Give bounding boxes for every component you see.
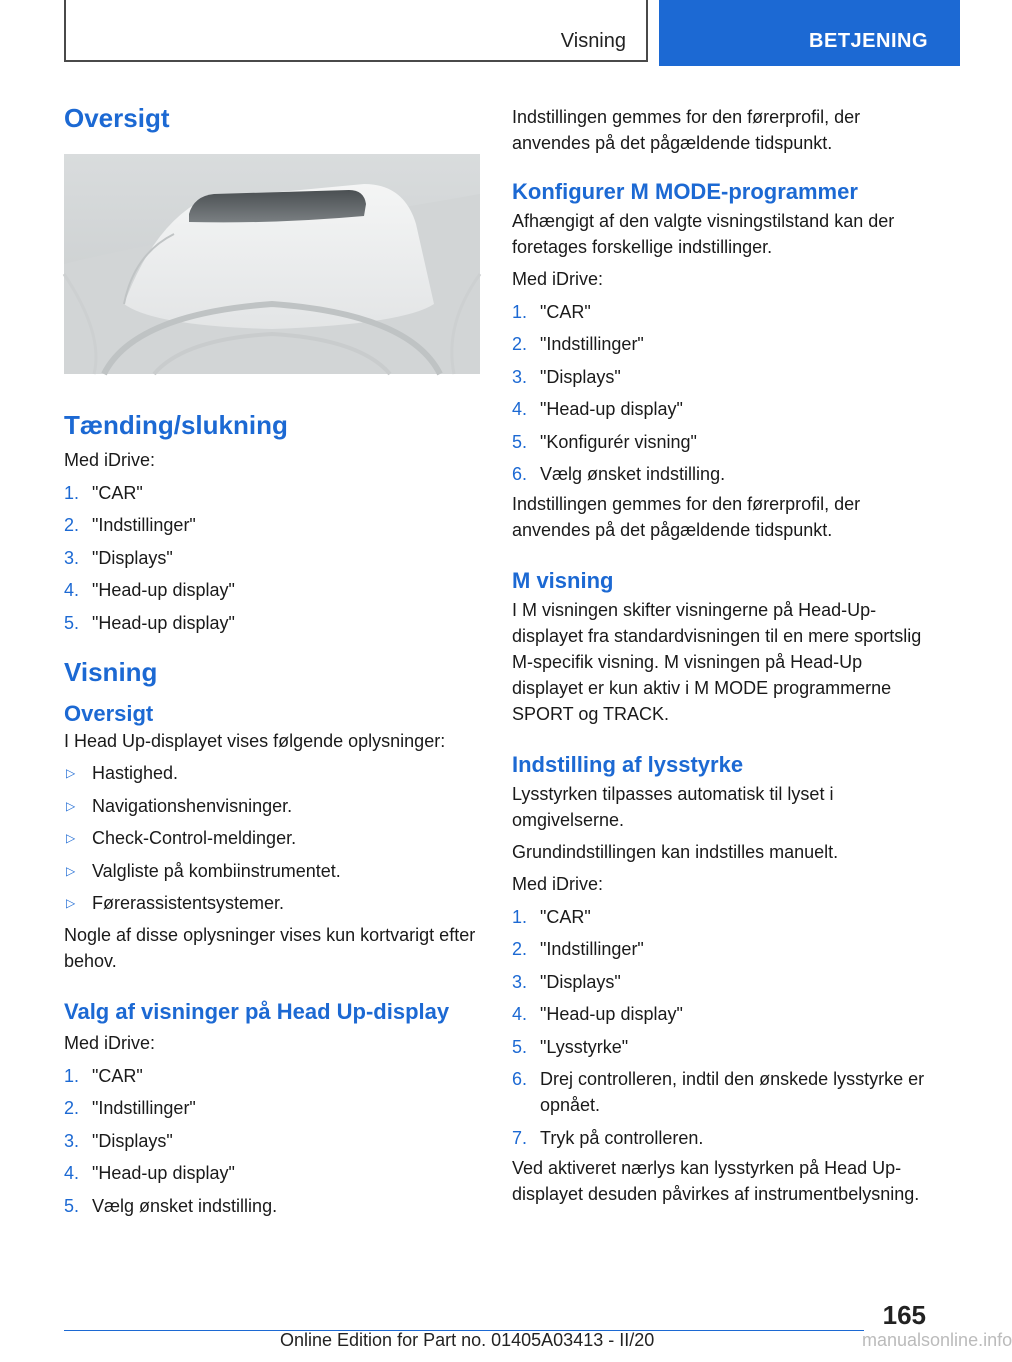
list-item: 4. "Head-up display": [64, 1163, 235, 1183]
select-heading: Valg af visninger på Head Up-display: [64, 999, 450, 1024]
header-chapter-tab: [659, 0, 960, 66]
vis-note: Nogle af disse oplysninger vises kun kortvarigt efter behov.: [64, 925, 476, 971]
list-item: 3. "Displays": [512, 971, 621, 992]
list-item: 5. Vælg ønsket indstilling.: [64, 1195, 278, 1216]
page-header: [0, 0, 960, 66]
list-item: 1. "CAR": [64, 1065, 143, 1086]
footer-watermark: manualsonline.info: [862, 1330, 1012, 1350]
list-item: 5. "Konfigurér visning": [512, 431, 697, 452]
list-item: 7. Tryk på controlleren.: [512, 1127, 704, 1148]
list-item: ▷ Check-Control-meldinger.: [66, 828, 297, 848]
bright-note: Ved aktiveret nærlys kan lysstyrken på Head Up-displayet desuden påvirkes af instrumentbelysning.: [512, 1157, 920, 1204]
mmode-saved: Indstillingen gemmes for den førerprofil, der anvendes på det pågældende tidspunkt.: [512, 494, 861, 540]
vis-items: [64, 760, 484, 916]
mmode-intro: Afhængigt af den valgte visningstilstand kan der foretages forskellige indstillinger.: [512, 211, 895, 257]
saved-note: Indstillingen gemmes for den førerprofil, der anvendes på det pågældende tidspunkt.: [512, 107, 861, 153]
list-item: 6. Vælg ønsket indstilling.: [512, 464, 726, 484]
list-item: 4. "Head-up display": [64, 580, 235, 600]
select-intro: Med iDrive:: [64, 1033, 156, 1053]
vis-overview-intro: I Head Up-displayet vises følgende oplysninger:: [64, 730, 446, 751]
list-item: ▷ Valgliste på kombiinstrumentet.: [66, 860, 341, 881]
bright-heading: Indstilling af lysstyrke: [512, 752, 744, 777]
list-item: 4. "Head-up display": [512, 1004, 683, 1024]
vis-overview-heading: Oversigt: [64, 700, 154, 726]
list-item: 3. "Displays": [64, 547, 173, 568]
list-item: ▷ Navigationshenvisninger.: [66, 795, 293, 816]
onoff-steps: [64, 480, 484, 636]
select-steps: [64, 1063, 484, 1219]
page-number: 165: [882, 1300, 926, 1330]
mmode-steps: [512, 299, 932, 488]
list-item: 1. "CAR": [64, 482, 143, 503]
list-item: 2. "Indstillinger": [64, 515, 196, 535]
head-up-display-photo: [64, 154, 480, 374]
bright-text-2: Grundindstillingen kan indstilles manuelt.: [512, 842, 839, 862]
left-column: [64, 100, 484, 1219]
list-item: 2. "Indstillinger": [64, 1098, 196, 1118]
list-item: 3. "Displays": [64, 1130, 173, 1151]
bright-drive: Med iDrive:: [512, 874, 604, 894]
header-chapter-title: BETJENING: [809, 30, 928, 52]
list-item: 5. "Lysstyrke": [512, 1036, 629, 1057]
mmode-heading: Konfigurer M MODE-programmer: [512, 179, 858, 204]
list-item: 2. "Indstillinger": [512, 939, 644, 959]
mview-heading: M visning: [512, 568, 614, 593]
bright-steps: [512, 904, 932, 1151]
bright-text-1: Lysstyrken tilpasses automatisk til lyset i omgivelserne.: [512, 784, 834, 830]
footer-edition: Online Edition for Part no. 01405A03413 - II/20: [280, 1330, 655, 1350]
list-item: ▷ Hastighed.: [66, 763, 179, 783]
list-item: 1. "CAR": [512, 301, 591, 322]
list-item: 6. Drej controlleren, indtil den ønskede lysstyrke er opnået.: [512, 1069, 925, 1115]
mview-text: I M visningen skifter visningerne på Head-Up-displayet fra standardvisningen til en mere sportslig M-specifik visning. M visningen på Head-Up displayet er kun aktiv i M MODE programmerne SPORT og TRACK.: [512, 600, 922, 724]
header-section-box: [64, 0, 648, 62]
onoff-intro: Med iDrive:: [64, 450, 156, 470]
list-item: 4. "Head-up display": [512, 399, 683, 419]
onoff-heading: Tænding/slukning: [64, 410, 288, 440]
overview-heading: Oversigt: [64, 103, 170, 133]
visning-heading: Visning: [64, 656, 158, 687]
mmode-drive: Med iDrive:: [512, 269, 604, 289]
list-item: 2. "Indstillinger": [512, 334, 644, 354]
list-item: 1. "CAR": [512, 906, 591, 927]
header-section-title: Visning: [560, 30, 626, 52]
list-item: 5. "Head-up display": [64, 612, 235, 633]
right-column: [512, 100, 932, 1207]
list-item: 3. "Displays": [512, 366, 621, 387]
list-item: ▷ Førerassistentsystemer.: [66, 893, 285, 913]
